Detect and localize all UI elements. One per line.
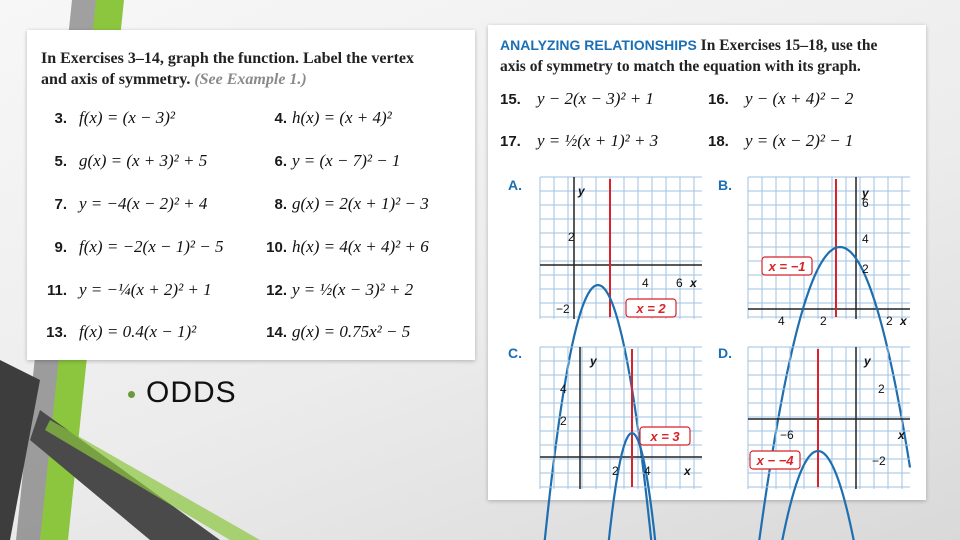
tick-label: 2: [568, 230, 575, 244]
tick-label: x: [900, 314, 907, 328]
exercise-number: 16.: [708, 91, 729, 108]
tick-label: 4: [560, 382, 567, 396]
tick-label: 6: [676, 276, 683, 290]
parabola-graph: [748, 177, 910, 328]
tick-label: −6: [780, 428, 794, 442]
exercise-equation: h(x) = 4(x + 4)² + 6: [292, 237, 429, 256]
exercise-number: 4.: [274, 110, 287, 127]
instruction-line-2: and axis of symmetry.: [41, 71, 191, 88]
graph-choice-label: D.: [718, 345, 732, 361]
axis-of-symmetry-label: x = 3: [650, 429, 680, 444]
exercise-equation: g(x) = (x + 3)² + 5: [79, 151, 208, 170]
instructions-right: [500, 35, 920, 77]
tick-label: 2: [878, 382, 885, 396]
exercise-number: 12.: [266, 282, 287, 299]
parabola-graph: [540, 347, 702, 489]
tick-label: x: [690, 276, 697, 290]
tick-label: −2: [556, 302, 570, 316]
exercise-number: 10.: [266, 239, 287, 256]
exercise-number: 6.: [274, 153, 287, 170]
tick-label: y: [862, 186, 869, 200]
exercise-number: 15.: [500, 91, 521, 108]
tick-label: 4: [862, 232, 869, 246]
exercise-number: 17.: [500, 133, 521, 150]
exercise-equation: f(x) = (x − 3)²: [79, 108, 175, 127]
exercise-equation: y − 2(x − 3)² + 1: [537, 89, 654, 108]
section-heading: ANALYZING RELATIONSHIPS: [500, 37, 697, 53]
tick-label: 2: [862, 262, 869, 276]
exercise-number: 13.: [46, 324, 67, 341]
exercise-number: 9.: [54, 239, 67, 256]
exercise-equation: y = ½(x + 1)² + 3: [537, 131, 659, 150]
instruction-line-1: In Exercises 3–14, graph the function. Label the vertex: [41, 50, 415, 67]
tick-label: 2: [820, 314, 827, 328]
exercise-equation: f(x) = −2(x − 1)² − 5: [79, 237, 224, 256]
parabola-graph: [748, 347, 910, 489]
exercise-equation: g(x) = 0.75x² − 5: [292, 322, 411, 341]
exercise-equation: h(x) = (x + 4)²: [292, 108, 392, 127]
tick-label: −2: [872, 454, 886, 468]
exercise-equation: y = ½(x − 3)² + 2: [292, 280, 414, 299]
tick-label: 2: [560, 414, 567, 428]
tick-label: x: [898, 428, 905, 442]
exercise-number: 8.: [274, 196, 287, 213]
axis-of-symmetry-label: x = −1: [768, 259, 806, 274]
tick-label: x: [684, 464, 691, 478]
exercise-number: 3.: [54, 110, 67, 127]
parabola-graph: [540, 177, 702, 319]
exercise-equation: y = (x − 2)² − 1: [745, 131, 854, 150]
exercise-number: 7.: [54, 196, 67, 213]
graph-choice-label: C.: [508, 345, 522, 361]
instruction-line-2: axis of symmetry to match the equation with its graph.: [500, 58, 861, 75]
tick-label: 4: [778, 314, 785, 328]
exercise-equation: f(x) = 0.4(x − 1)²: [79, 322, 197, 341]
exercises-15-18-panel: [488, 25, 926, 500]
exercise-equation: y − (x + 4)² − 2: [745, 89, 854, 108]
tick-label: 2: [612, 464, 619, 478]
tick-label: 6: [862, 196, 869, 210]
tick-label: 2: [886, 314, 893, 328]
graph-choice-label: A.: [508, 177, 522, 193]
tick-label: y: [864, 354, 871, 368]
instructions: [41, 48, 414, 90]
tick-label: y: [578, 184, 585, 198]
exercise-number: 14.: [266, 324, 287, 341]
exercise-number: 5.: [54, 153, 67, 170]
graph-choice-label: B.: [718, 177, 732, 193]
axis-of-symmetry-label: x = 2: [636, 301, 666, 316]
example-reference: (See Example 1.): [194, 71, 307, 88]
exercise-number: 11.: [46, 282, 67, 299]
exercise-number: 18.: [708, 133, 729, 150]
exercise-equation: y = −¼(x + 2)² + 1: [79, 280, 212, 299]
exercise-equation: y = −4(x − 2)² + 4: [79, 194, 208, 213]
tick-label: 4: [642, 276, 649, 290]
bullet-icon: [128, 391, 135, 398]
axis-of-symmetry-label: x − −4: [756, 453, 794, 468]
odds-text: ODDS: [146, 376, 237, 409]
exercises-3-14-panel: [27, 30, 475, 360]
tick-label: 4: [644, 464, 651, 478]
exercise-equation: y = (x − 7)² − 1: [292, 151, 401, 170]
tick-label: y: [590, 354, 597, 368]
instruction-line-1: In Exercises 15–18, use the: [700, 37, 878, 54]
exercise-equation: g(x) = 2(x + 1)² − 3: [292, 194, 429, 213]
